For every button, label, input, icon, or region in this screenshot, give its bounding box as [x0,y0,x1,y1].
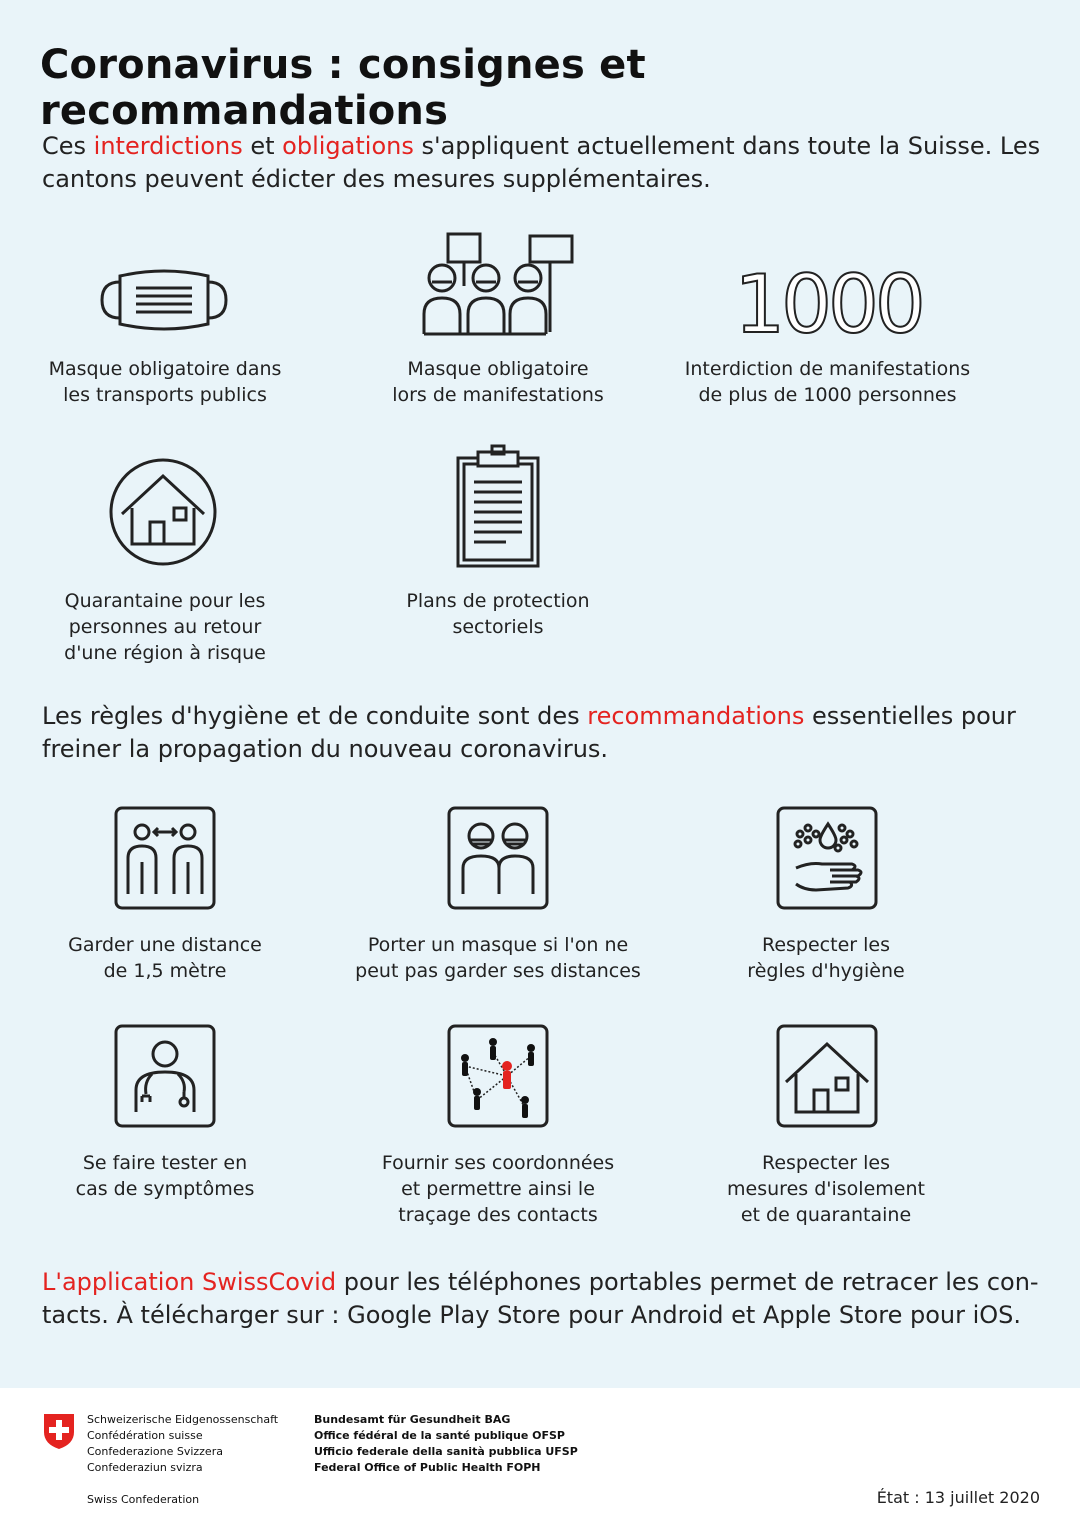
swiss-cross-icon [42,1412,76,1450]
recommendation-caption [20,1150,310,1202]
caption-line: règles d'hygiène [747,960,905,982]
caption-line: Quarantaine pour les [64,590,266,612]
confed-line: Confédération suisse [87,1429,203,1442]
recommendation-caption [681,932,971,984]
caption-line: Respecter les [762,1152,890,1174]
caption-line: et de quarantaine [740,1204,912,1226]
caption-line: de 1,5 mètre [103,960,227,982]
contact-tracing-icon [447,1024,549,1128]
caption-line: les transports publics [63,384,267,406]
measure-caption [20,356,310,408]
confederation-names [87,1412,278,1476]
recommendation-caption [343,932,653,984]
interdictions-highlight: interdictions [93,132,243,160]
app-text: pour les téléphones portables permet de retracer les con- [336,1268,1039,1296]
office-line: Ufficio federale della sanità pubblica UFSP [314,1445,578,1458]
swiss-confederation-label: Swiss Confederation [87,1493,200,1506]
house-circle-icon [108,458,218,566]
house-isolation-icon [776,1024,878,1128]
distance-people-icon [114,806,216,910]
caption-line: Plans de protection [406,590,590,612]
confed-line: Confederaziun svizra [87,1461,203,1474]
caption-line: personnes au retour [68,616,262,638]
caption-line: et permettre ainsi le [401,1178,595,1200]
page-title: Coronavirus : consignes et recommandations [40,42,646,134]
intro-paragraph [42,130,1042,196]
recommendation-caption [353,1150,643,1228]
measure-caption [20,588,310,666]
recommend-text: freiner la propagation du nouveau coronavirus. [42,735,609,763]
recommend-paragraph [42,700,1042,766]
office-line: Office fédéral de la santé publique OFSP [314,1429,565,1442]
caption-line: de plus de 1000 personnes [698,384,957,406]
intro-text: s'appliquent actuellement dans toute la Suisse. Les [413,132,1041,160]
recommend-text: Les règles d'hygiène et de conduite sont des [42,702,588,730]
recommandations-highlight: recommandations [587,702,805,730]
caption-line: mesures d'isolement [727,1178,925,1200]
caption-line: peut pas garder ses distances [355,960,641,982]
office-line: Federal Office of Public Health FOPH [314,1461,541,1474]
caption-line: Masque obligatoire dans [48,358,282,380]
doctor-icon [114,1024,216,1128]
recommend-text: essentielles pour [804,702,1016,730]
measure-caption [353,588,643,640]
caption-line: traçage des contacts [398,1204,598,1226]
caption-line: sectoriels [452,616,544,638]
number-1000-text: 1000 [734,258,922,351]
clipboard-icon [456,446,540,568]
masked-people-icon [447,806,549,910]
status-date: État : 13 juillet 2020 [876,1488,1040,1507]
caption-line: Porter un masque si l'on ne [367,934,629,956]
caption-line: Garder une distance [68,934,262,956]
swisscovid-highlight: L'application SwissCovid [42,1268,337,1296]
caption-line: Fournir ses coordonnées [381,1152,615,1174]
caption-line: Respecter les [762,934,890,956]
caption-line: Interdiction de manifestations [684,358,971,380]
confed-line: Schweizerische Eidgenossenschaft [87,1413,279,1426]
caption-line: lors de manifestations [392,384,604,406]
recommendation-caption [20,932,310,984]
caption-line: d'une région à risque [64,642,266,664]
obligations-highlight: obligations [282,132,414,160]
app-paragraph [42,1266,1042,1332]
caption-line: cas de symptômes [75,1178,255,1200]
caption-line: Se faire tester en [82,1152,248,1174]
hand-washing-icon [776,806,878,910]
intro-text: Ces [42,132,94,160]
recommendation-caption [681,1150,971,1228]
measure-caption [353,356,643,408]
masked-protesters-icon [420,232,576,336]
intro-text: cantons peuvent édicter des mesures supplémentaires. [42,165,711,193]
office-line: Bundesamt für Gesundheit BAG [314,1413,511,1426]
caption-line: Masque obligatoire [407,358,589,380]
confed-line: Confederazione Svizzera [87,1445,223,1458]
intro-text: et [242,132,283,160]
face-mask-icon [100,268,228,332]
office-names [314,1412,578,1476]
measure-caption [655,356,1000,408]
number-1000-icon [728,258,928,351]
app-text: tacts. À télécharger sur : Google Play Store pour Android et Apple Store pour iOS. [42,1301,1022,1329]
